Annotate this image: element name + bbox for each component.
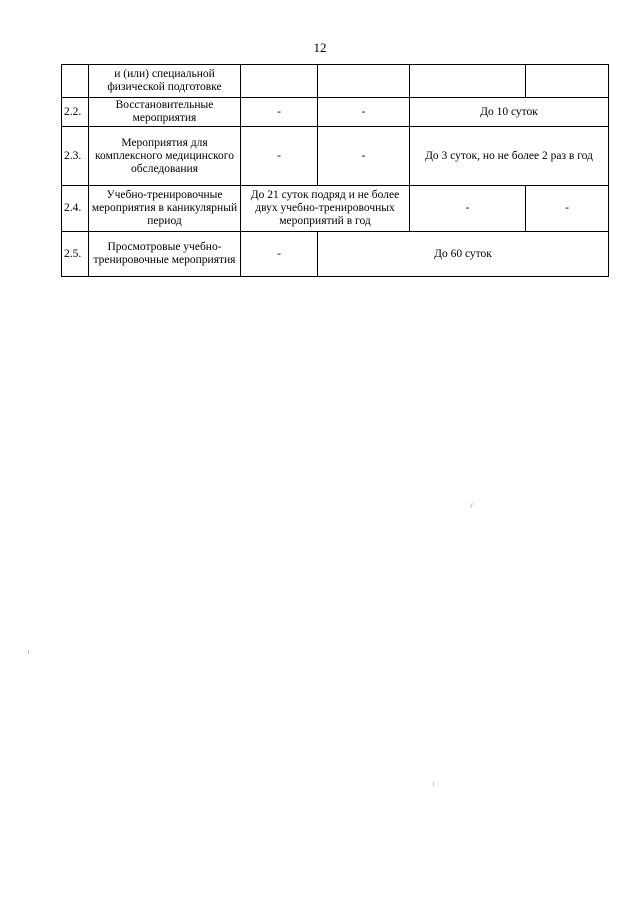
scan-speck <box>433 782 434 786</box>
table-row <box>62 186 609 232</box>
table-cell: - <box>318 98 410 127</box>
event-name: Мероприятия для комплексного медицинского обследования <box>89 127 241 186</box>
row-number: 2.4. <box>62 186 89 232</box>
table-cell: - <box>318 127 410 186</box>
table-row <box>62 232 609 277</box>
table-row <box>62 98 609 127</box>
row-number: 2.5. <box>62 232 89 277</box>
table-cell: - <box>410 186 526 232</box>
table-cell: - <box>526 186 609 232</box>
table-cell <box>410 65 526 98</box>
table-cell <box>318 65 410 98</box>
page-number: 12 <box>313 40 327 55</box>
table-cell-merged: До 60 суток <box>318 232 609 277</box>
row-number <box>62 65 89 98</box>
row-number: 2.3. <box>62 127 89 186</box>
training-events-table <box>61 64 609 277</box>
event-name: Восстановительные мероприятия <box>89 98 241 127</box>
table-cell <box>241 65 318 98</box>
table-cell <box>526 65 609 98</box>
table-cell-merged: До 10 суток <box>410 98 609 127</box>
table-cell: - <box>241 232 318 277</box>
table-cell-merged: До 3 суток, но не более 2 раз в год <box>410 127 609 186</box>
event-name: Учебно-тренировочные мероприятия в каникулярный период <box>89 186 241 232</box>
scan-speck <box>470 503 473 508</box>
table-cell: - <box>241 127 318 186</box>
table-row <box>62 127 609 186</box>
table-row <box>62 65 609 98</box>
table-cell: - <box>241 98 318 127</box>
scan-speck <box>28 650 29 654</box>
event-name: и (или) специальной физической подготовке <box>89 65 241 98</box>
event-name: Просмотровые учебно-тренировочные мероприятия <box>89 232 241 277</box>
row-number: 2.2. <box>62 98 89 127</box>
table-cell-merged: До 21 суток подряд и не более двух учебно-тренировочных мероприятий в год <box>241 186 410 232</box>
